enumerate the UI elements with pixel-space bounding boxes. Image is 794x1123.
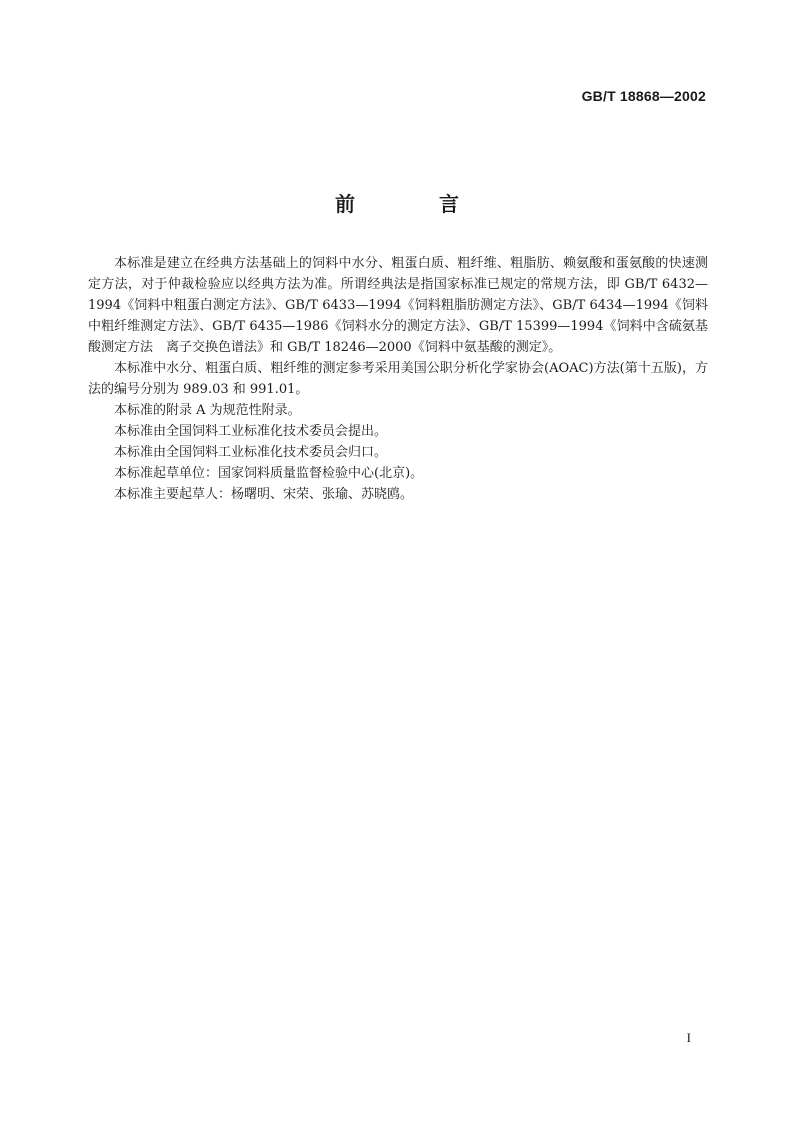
page-title: 前 言 [335,192,491,216]
paragraph-annex: 本标准的附录 A 为规范性附录。 [114,403,301,418]
foreword-body [88,253,708,505]
paragraph-proposed-by: 本标准由全国饲料工业标准化技术委员会提出。 [114,424,388,439]
page-number: I [686,1030,691,1045]
standard-code: GB/T 18868—2002 [581,88,706,104]
paragraph-drafters: 本标准主要起草人：杨曙明、宋荣、张瑜、苏晓鸥。 [114,487,414,502]
paragraph-drafting-unit: 本标准起草单位：国家饲料质量监督检验中心(北京)。 [114,466,424,481]
paragraph-scope: 本标准是建立在经典方法基础上的饲料中水分、粗蛋白质、粗纤维、粗脂肪、赖氨酸和蛋氨酸的快速测定方法，对于仲裁检验应以经典方法为准。所谓经典法是指国家标准已规定的常规方法，即 GB/T 6432—1994《饲料中粗蛋白测定方法》、GB/T 6433—1994《饲料粗脂肪测定方法》、GB/T 6434—1994《饲料中粗纤维测定方法》、GB/T 6435—1986《饲料水分的测定方法》、GB/T 15399—1994《饲料中含硫氨基酸测定方法 离子交换色谱法》和 GB/T 18246—2000《饲料中氨基酸的测定》。 [88,256,708,355]
paragraph-under-jurisdiction: 本标准由全国饲料工业标准化技术委员会归口。 [114,445,388,460]
paragraph-reference: 本标准中水分、粗蛋白质、粗纤维的测定参考采用美国公职分析化学家协会(AOAC)方法(第十五版)，方法的编号分别为 989.03 和 991.01。 [88,361,708,397]
